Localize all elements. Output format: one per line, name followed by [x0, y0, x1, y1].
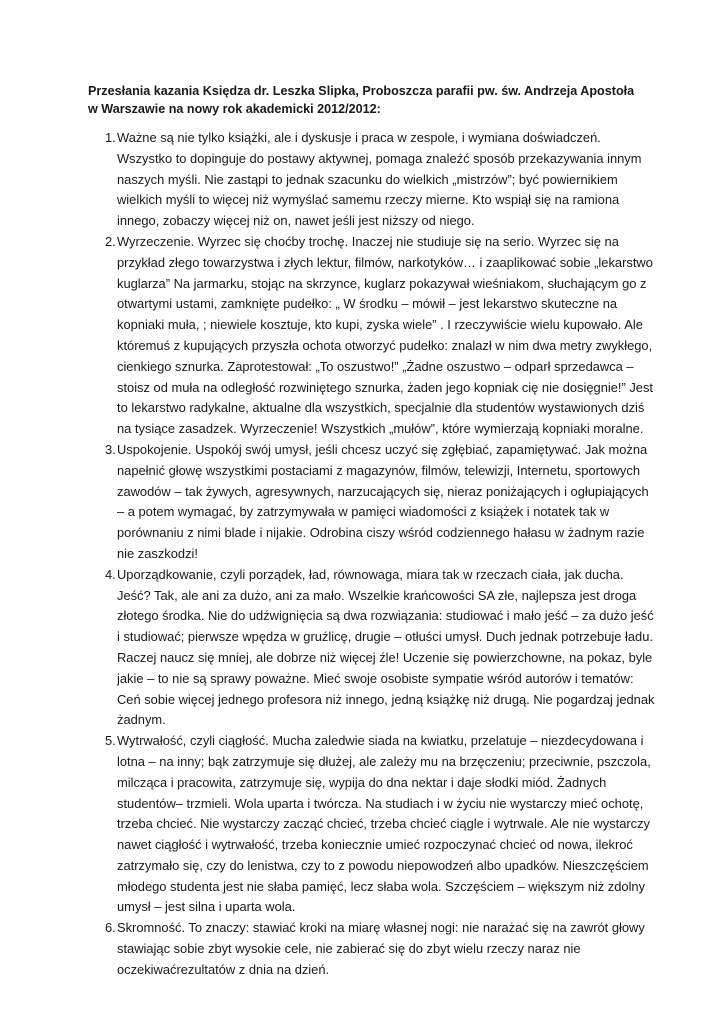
list-item: [88, 918, 658, 980]
numbered-list: [88, 128, 658, 981]
list-item: [88, 731, 658, 918]
document-heading: [88, 82, 658, 118]
document-page: [88, 82, 658, 981]
list-item-number: 6.: [105, 920, 116, 936]
list-item-number: 2.: [105, 233, 116, 249]
list-item-number: 3.: [105, 441, 116, 457]
list-item-text: Skromność. To znaczy: stawiać kroki na miarę własnej nogi: nie narażać się na zawrót głowy stawiając sobie zbyt wysokie cele, nie zabierać się do zbyt wielu rzeczy naraz nie oczekiwaćrezultatów z dnia na dzień.: [117, 920, 645, 977]
list-item-text: Ważne są nie tylko książki, ale i dyskusje i praca w zespole, i wymiana doświadczeń. Wszystko to dopinguje do postawy aktywnej, pomaga znaleźć sposób przekazywania innym naszych myśli. Nie zastąpi to jednak szacunku do wielkich „mistrzów”; być powiernikiem wielkich myśli to więcej niż wymyślać samemu rzeczy mierne. Kto wspiął się na ramiona innego, zobaczy więcej niż on, nawet jeśli jest niższy od niego.: [117, 130, 642, 229]
list-item-text: Uporządkowanie, czyli porządek, ład, równowaga, miara tak w rzeczach ciała, jak ducha. Jeść? Tak, ale ani za dużo, ani za mało. Wszelkie krańcowości SA złe, najlepsza jest droga złotego środka. Nie do udźwignięcia są dwa rozwiązania: studiować i mało jeść – za dużo jeść i studiować; pierwsze wpędza w gruźlicę, drugie – otłuści umysł. Duch jednak potrzebuje ładu. Raczej naucz się mniej, ale dobrze niż więcej źle! Uczenie się powierzchowne, na pokaz, byle jakie – to nie są sprawy poważne. Mieć swoje osobiste sympatie wśród autorów i tematów: Ceń sobie więcej jednego profesora niż innego, jedną książkę niż drugą. Nie pogardzaj jednak żadnym.: [117, 566, 655, 728]
list-item: [88, 128, 658, 232]
list-item-text: Wytrwałość, czyli ciągłość. Mucha zaledwie siada na kwiatku, przelatuje – niezdecydowana i lotna – na inny; bąk zatrzymuje się dłużej, ale zależy mu na brzęczeniu; przeciwnie, pszczola, milcząca i pracowita, zatrzymuje się, wypija do dna nektar i daje słodki miód. Żadnych studentów– trzmieli. Wola uparta i twórcza. Na studiach i w życiu nie wystarczy mieć ochotę, trzeba chcieć. Nie wystarczy zacząć chcieć, trzeba chcieć ciągle i wytrwale. Ale nie wystarczy nawet ciągłość i wytrwałość, trzeba koniecznie umieć rozpoczynać chcieć od nowa, ilekroć zatrzymało się, czy do lenistwa, czy to z powodu niepowodzeń albo upadków. Nieszczęściem młodego studenta jest nie słaba pamięć, lecz słaba wola. Szczęściem – większym niż zdolny umysł – jest silna i uparta wola.: [117, 733, 651, 915]
list-item-number: 4.: [105, 566, 116, 582]
heading-line-1: Przesłania kazania Księdza dr. Leszka Slipka, Proboszcza parafii pw. św. Andrzeja Apostoła: [88, 84, 635, 98]
list-item-text: Uspokojenie. Uspokój swój umysł, jeśli chcesz uczyć się zgłębiać, zapamiętywać. Jak można napełnić głowę wszystkimi postaciami z magazynów, filmów, telewizji, Internetu, sportowych zawodów – tak żywych, agresywnych, narzucających się, nieraz poniżających i ogłupiających – a potem wymagać, by zatrzymywała w pamięci wiadomości z książek i notatek tak w porównaniu z nimi blade i nijakie. Odrobina ciszy wśród codziennego hałasu w żadnym razie nie zaszkodzi!: [117, 441, 649, 561]
list-item-text: Wyrzeczenie. Wyrzec się choćby trochę. Inaczej nie studiuje się na serio. Wyrzec się na przykład złego towarzystwa i złych lektur, filmów, narkotyków… i zaaplikować sobie „lekarstwo kuglarza” Na jarmarku, stojąc na skrzynce, kuglarz pokazywał wieśniakom, słuchającym go z otwartymi ustami, zamknięte pudełko: „ W środku – mówił – jest lekarstwo skuteczne na kopniaki muła, ; niewiele kosztuje, kto kupi, zyska wiele” . I rzeczywiście wielu kupowało. Ale któremuś z kupujących przyszła ochota otworzyć pudełko: znalazł w nim dwa metry zwykłego, cienkiego sznurka. Zaprotestował: „To oszustwo!” „Żadne oszustwo – odparł sprzedawca – stoisz od muła na odległość rozwiniętego sznurka, żaden jego kopniak cię nie dosięgnie!” Jest to lekarstwo radykalne, aktualne dla wszystkich, specjalnie dla studentów wystawionych dziś na tysiące zasadzek. Wyrzeczenie! Wszystkich „mułów”, które wymierzają kopniaki moralne.: [117, 233, 653, 437]
list-item: [88, 232, 658, 440]
list-item-number: 1.: [105, 130, 116, 145]
list-item: [88, 440, 658, 565]
heading-line-2: w Warszawie na nowy rok akademicki 2012/2012:: [88, 102, 381, 116]
list-item: [88, 565, 658, 731]
list-item-number: 5.: [105, 733, 116, 749]
